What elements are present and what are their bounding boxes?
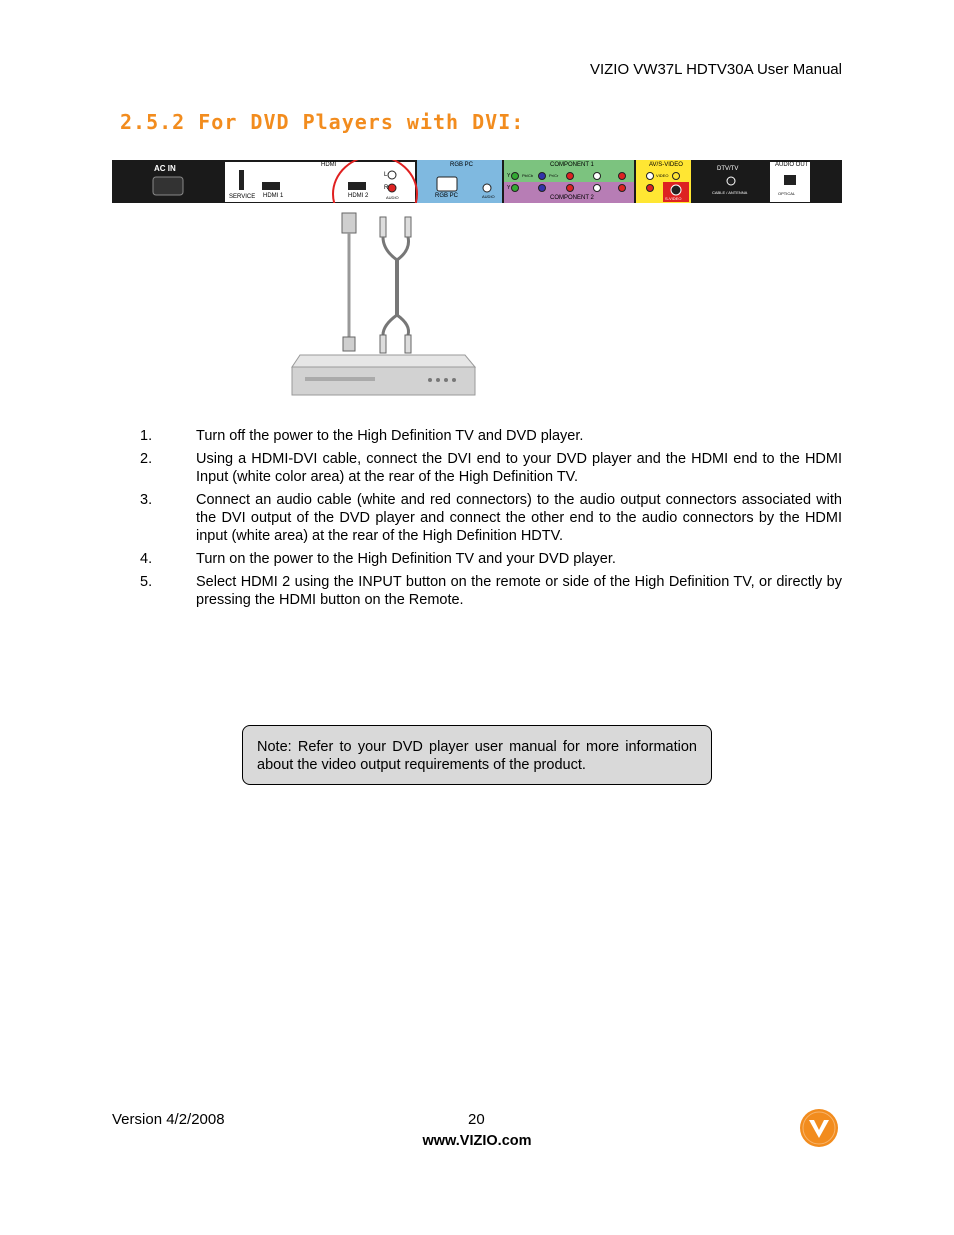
footer-version: Version 4/2/2008 [112,1111,225,1128]
step-text: Using a HDMI-DVI cable, connect the DVI end to your DVD player and the HDMI end to the HDMI Input (white color area) at the rear of the High Definition TV. [196,451,842,485]
label-prcr: Pr/Cr [549,173,559,178]
antenna-port [727,177,735,185]
label-rgb-pc-bottom: RGB PC [435,193,459,199]
label-component1: COMPONENT 1 [550,162,594,168]
section-title: 2.5.2 For DVD Players with DVI: [120,110,525,134]
step-number: 1. [140,428,153,444]
step-number: 4. [140,551,153,567]
audio-plug-red-top [405,217,411,237]
step-number: 5. [140,574,153,590]
list-item [140,427,842,445]
list-item [140,491,842,545]
dvd-player-illustration [280,205,500,405]
label-svideo: S-VIDEO [665,196,682,201]
label-y2: Y [507,185,511,191]
rgb-port [437,177,457,191]
note-box: Note: Refer to your DVD player user manual for more information about the video output requirements of the product. [242,725,712,785]
label-dtv-tv: DTV/TV [717,166,739,172]
optical-port [784,175,796,185]
step-text: Turn on the power to the High Definition TV and your DVD player. [196,551,616,567]
label-audio-out: AUDIO OUT [775,162,809,168]
rgb-audio-jack [483,184,491,192]
label-pbcb: Pb/Cb [522,173,534,178]
step-text: Turn off the power to the High Definition TV and DVD player. [196,428,584,444]
vizio-v-logo-icon [799,1108,839,1148]
hdmi1-port [262,182,280,190]
step-text: Connect an audio cable (white and red connectors) to the audio output connectors associated with the DVI output of the DVD player and connect the other end to the audio connectors by the HDMI input (white area) at the rear of the High Definition HDTV. [196,492,842,544]
ac-in-socket [153,177,183,195]
instruction-steps [140,427,842,614]
audio-plug-white-top [380,217,386,237]
label-hdmi1: HDMI 1 [263,193,284,199]
label-cable-antenna: CABLE / ANTENNA [712,190,748,195]
label-rgb-audio: AUDIO [482,194,495,199]
label-video: VIDEO [656,173,669,178]
dvi-connector [343,337,355,351]
tv-rear-panel [112,160,842,203]
label-hdmi2: HDMI 2 [348,193,369,199]
label-hdmi: HDMI [321,162,337,168]
label-r: R [384,185,389,191]
label-service: SERVICE [229,194,256,200]
list-item [140,450,842,486]
step-text: Select HDMI 2 using the INPUT button on the remote or side of the High Definition TV, or directly by pressing the HDMI button on the Remote. [196,574,842,608]
page-number: 20 [468,1111,485,1128]
audio-plug-white-bottom [380,335,386,353]
cable-dvd-graphic [280,205,500,405]
step-number: 3. [140,492,153,508]
label-av-svideo: AV/S-VIDEO [649,162,683,168]
audio-plug-red-bottom [405,335,411,353]
label-optical: OPTICAL [778,191,796,196]
audio-l-jack [388,171,396,179]
document-header: VIZIO VW37L HDTV30A User Manual [589,61,842,78]
label-l: L [384,172,388,178]
step-number: 2. [140,451,153,467]
footer-url: www.VIZIO.com [422,1133,532,1149]
audio-r-jack [388,184,396,192]
label-ac-in: AC IN [154,164,176,173]
label-audio: AUDIO [386,195,399,200]
list-item [140,573,842,609]
dvd-top [292,355,475,367]
hdmi2-port [348,182,366,190]
label-rgb-pc: RGB PC [450,162,474,168]
service-port [239,170,244,190]
list-item [140,550,842,568]
label-y1: Y [507,173,511,179]
label-component2: COMPONENT 2 [550,195,594,201]
hdmi-connector [342,213,356,233]
